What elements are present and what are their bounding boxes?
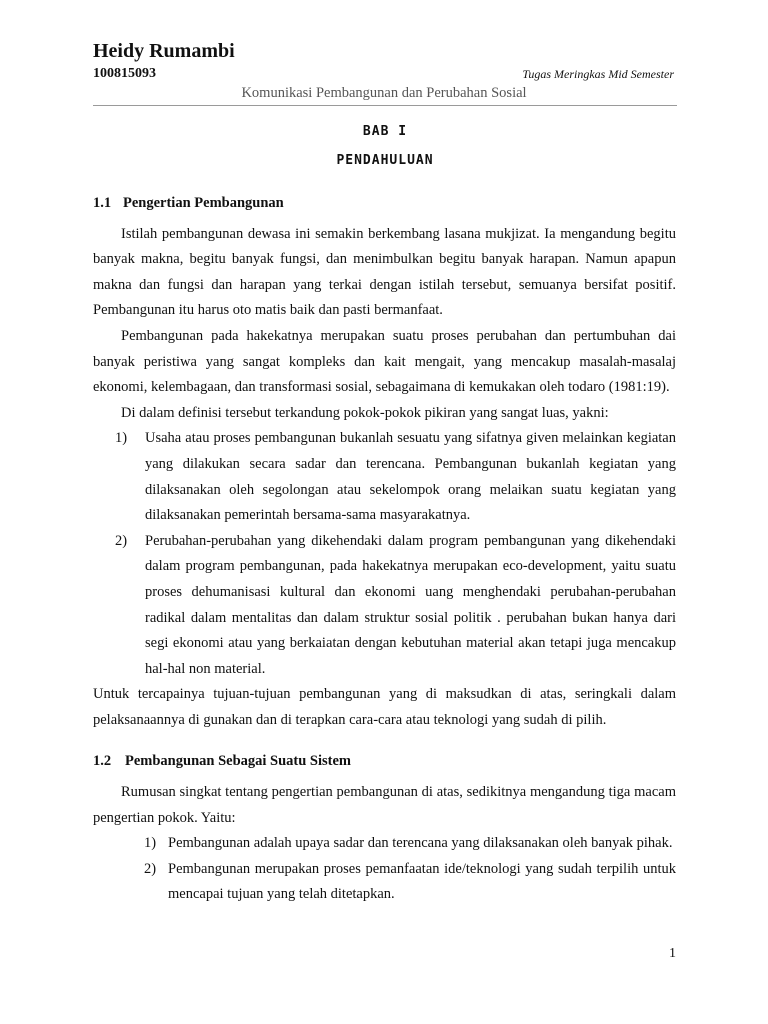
header-divider	[93, 105, 677, 106]
list-item	[93, 529, 676, 683]
numbered-list	[93, 426, 676, 682]
list-item-text: Usaha atau proses pembangunan bukanlah sesuatu yang sifatnya given melainkan kegiatan yang dilakukan secara sadar dan terencana. Pembangunan bukanlah kegiatan yang dilaksanakan oleh segolongan atau sekelompok orang melaikan suatu kegiatan yang dilaksanakan pemerintah bersama-sama masyarakatnya.	[145, 430, 676, 524]
list-marker: 1)	[115, 430, 128, 447]
list-item-text: Perubahan-perubahan yang dikehendaki dalam program pembangunan yang dikehendaki dalam program pembangunan, pada hakekatnya merupakan eco-development, yaitu suatu proses dehumanisasi kultural dan ekonomi uang menghendaki perubahan-perubahan radikal dalam mentalitas dan dalam struktur sosial politik . perubahan bukan hanya dari segi ekonomi atau yang berkaiatan dengan kebutuhan material akan tetapi juga mencakup hal-hal non material.	[145, 532, 676, 677]
paragraph: Di dalam definisi tersebut terkandung pokok-pokok pikiran yang sangat luas, yakni:	[121, 404, 609, 421]
numbered-list	[93, 831, 676, 908]
paragraph: Untuk tercapainya tujuan-tujuan pembangunan yang di maksudkan di atas, seringkali dalam pelaksanaannya di gunakan dan di terapkan cara-cara atau teknologi yang sudah di pilih.	[93, 686, 676, 728]
document-body	[93, 191, 676, 908]
section-title: Pembangunan Sebagai Suatu Sistem	[125, 753, 352, 770]
list-marker: 2)	[115, 532, 128, 549]
chapter-title: PENDAHULUAN	[336, 153, 434, 168]
list-marker: 1)	[144, 835, 157, 852]
section-heading-1-2	[93, 749, 676, 775]
list-marker: 2)	[144, 860, 157, 877]
paragraph: Istilah pembangunan dewasa ini semakin berkembang lasana mukjizat. Ia mengandung begitu banyak makna, begitu banyak fungsi, dan menimbulkan begitu banyak harapan. Namun apapun makna dan fungsi dan harapan yang terkai dengan istilah tersebut, semuanya bersifat positif. Pembangunan itu harus oto matis baik dan pasti bermanfaat.	[93, 225, 676, 319]
course-title: Komunikasi Pembangunan dan Perubahan Sosial	[241, 85, 527, 101]
paragraph: Rumusan singkat tentang pengertian pembangunan di atas, sedikitnya mengandung tiga macam pengertian pokok. Yaitu:	[93, 784, 676, 826]
assignment-label: Tugas Meringkas Mid Semester	[522, 67, 674, 81]
author-name: Heidy Rumambi	[93, 40, 235, 62]
section-number: 1.2	[93, 753, 112, 770]
list-item	[93, 831, 676, 857]
page-number: 1	[669, 946, 676, 961]
section-heading-1-1	[93, 191, 676, 217]
list-item	[93, 857, 676, 908]
student-id: 100815093	[93, 66, 156, 81]
section-title: Pengertian Pembangunan	[123, 195, 284, 211]
paragraph: Pembangunan pada hakekatnya merupakan suatu proses perubahan dan pertumbuhan dai banyak peristiwa yang sangat kompleks dan kait mengait, yang mencakup masalah-masalaj ekonomi, kelembagaan, dan transformasi sosial, sebagaimana di kemukakan oleh todaro (1981:19).	[93, 327, 676, 396]
chapter-number: BAB I	[362, 124, 408, 139]
section-number: 1.1	[93, 195, 112, 211]
list-item	[93, 426, 676, 528]
list-item-text: Pembangunan merupakan proses pemanfaatan ide/teknologi yang sudah terpilih untuk mencapai tujuan yang telah ditetapkan.	[168, 860, 676, 903]
list-item-text: Pembangunan adalah upaya sadar dan terencana yang dilaksanakan oleh banyak pihak.	[168, 835, 673, 852]
